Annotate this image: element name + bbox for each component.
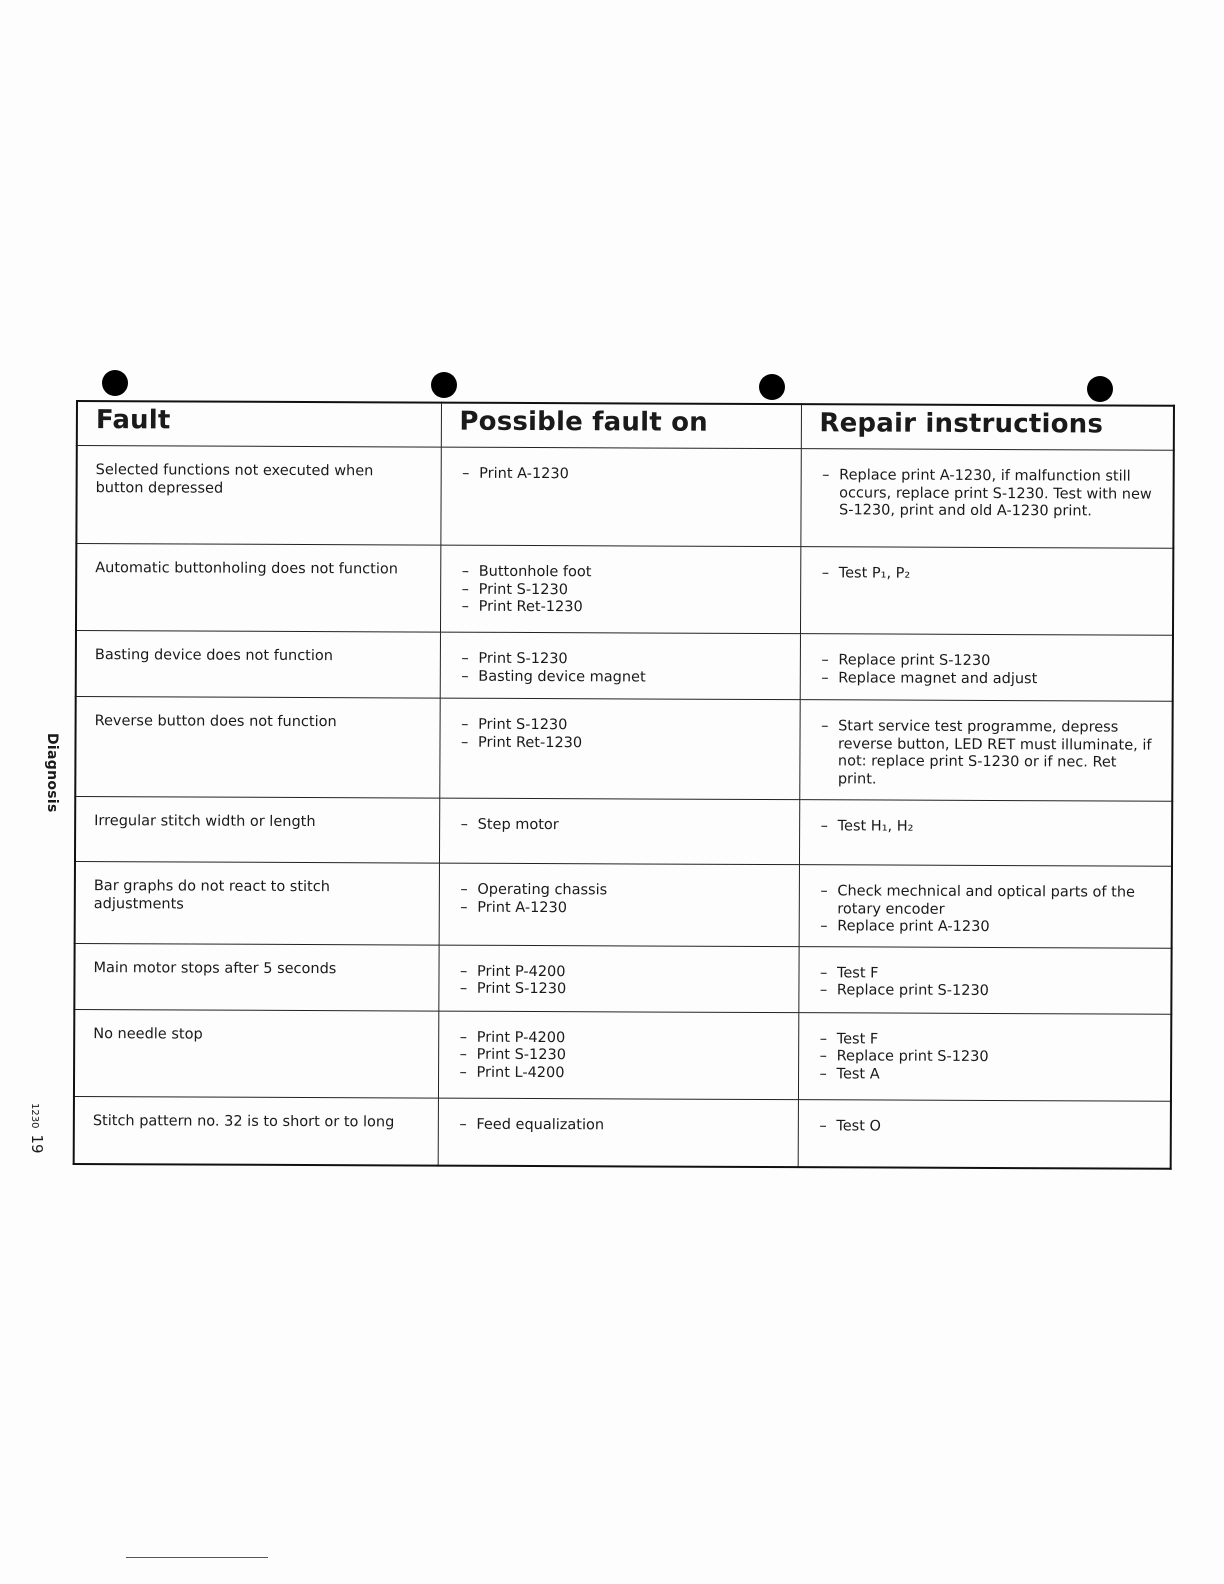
cause-item: – Print L-4200 bbox=[458, 1064, 780, 1083]
fault-cell: No needle stop bbox=[74, 1009, 438, 1098]
repair-item: – Replace print S-1230 bbox=[818, 1048, 1153, 1067]
repair-cell bbox=[799, 865, 1172, 948]
cause-item: – Print S-1230 bbox=[459, 717, 781, 736]
cause-item: – Print Ret-1230 bbox=[460, 599, 782, 618]
cause-cell bbox=[438, 1011, 798, 1100]
cause-cell bbox=[439, 798, 799, 865]
cause-item: – Print S-1230 bbox=[458, 981, 780, 1000]
cause-cell bbox=[440, 545, 800, 634]
table-row bbox=[75, 862, 1172, 948]
cause-item: – Print S-1230 bbox=[459, 651, 781, 670]
repair-cell bbox=[798, 946, 1171, 1014]
fault-cell: Stitch pattern no. 32 is to short or to long bbox=[74, 1096, 438, 1166]
punch-hole-3 bbox=[759, 374, 785, 400]
header-fault: Fault bbox=[77, 401, 441, 447]
fault-cell: Automatic buttonholing does not function bbox=[76, 544, 440, 633]
repair-item: – Test P₁, P₂ bbox=[820, 565, 1155, 584]
repair-cell bbox=[799, 800, 1172, 867]
table-row bbox=[76, 544, 1173, 636]
repair-item: – Test F bbox=[818, 1031, 1153, 1050]
header-repair-instructions: Repair instructions bbox=[801, 404, 1174, 450]
fault-cell: Reverse button does not function bbox=[75, 697, 439, 799]
cause-item: – Print P-4200 bbox=[458, 963, 780, 982]
cause-item: – Print Ret-1230 bbox=[459, 734, 781, 753]
fault-cell: Selected functions not executed when button depressed bbox=[76, 446, 440, 546]
repair-item: – Replace print S-1230 bbox=[818, 982, 1153, 1001]
cause-cell bbox=[438, 1098, 798, 1168]
repair-item: – Test A bbox=[818, 1066, 1153, 1085]
punch-hole-2 bbox=[431, 372, 457, 398]
repair-item: – Test O bbox=[817, 1118, 1152, 1137]
cause-cell bbox=[440, 632, 800, 700]
repair-item: – Replace print S-1230 bbox=[819, 652, 1154, 671]
table-row bbox=[74, 1009, 1171, 1101]
cause-item: – Print S-1230 bbox=[460, 581, 782, 600]
repair-cell bbox=[798, 1012, 1171, 1101]
repair-cell bbox=[799, 700, 1172, 802]
cause-item: – Operating chassis bbox=[458, 882, 780, 901]
fault-cell: Basting device does not function bbox=[76, 631, 440, 699]
repair-item: – Test F bbox=[818, 965, 1153, 984]
cause-cell bbox=[439, 698, 799, 800]
cause-cell bbox=[439, 863, 799, 946]
repair-item: – Test H₁, H₂ bbox=[819, 818, 1154, 837]
repair-cell bbox=[798, 1099, 1171, 1169]
header-possible-fault-on: Possible fault on bbox=[441, 403, 801, 449]
fault-cell: Irregular stitch width or length bbox=[75, 797, 439, 864]
punch-hole-4 bbox=[1087, 376, 1113, 402]
table-row bbox=[76, 631, 1173, 702]
table-row bbox=[75, 697, 1172, 802]
repair-item: – Replace print A-1230 bbox=[818, 918, 1153, 937]
table-row bbox=[75, 797, 1172, 867]
cause-item: – Buttonhole foot bbox=[460, 564, 782, 583]
cause-cell bbox=[438, 945, 798, 1013]
repair-item: – Check mechnical and optical parts of the rotary encoder bbox=[818, 883, 1153, 919]
footer-rule bbox=[126, 1557, 268, 1558]
page-number-value: 19 bbox=[28, 1134, 46, 1154]
table-row bbox=[74, 943, 1171, 1014]
repair-cell bbox=[800, 634, 1173, 702]
repair-item: – Replace magnet and adjust bbox=[819, 670, 1154, 689]
repair-item: – Replace print A-1230, if malfunction still occurs, replace print S-1230. Test with new S-1230, print and old A-1230 print. bbox=[820, 467, 1155, 521]
cause-item: – Step motor bbox=[459, 817, 781, 836]
punch-hole-1 bbox=[102, 370, 128, 396]
cause-cell bbox=[440, 447, 800, 547]
section-label: Diagnosis bbox=[44, 733, 60, 813]
table-row bbox=[74, 1096, 1171, 1169]
diagnosis-table-wrap bbox=[73, 400, 1173, 1170]
diagnosis-table bbox=[73, 400, 1175, 1170]
cause-item: – Feed equalization bbox=[457, 1116, 779, 1135]
table-row bbox=[76, 446, 1173, 549]
cause-item: – Print A-1230 bbox=[460, 466, 782, 485]
repair-item: – Start service test programme, depress reverse button, LED RET must illuminate, if not: replace print S-1230 or if nec. Ret print. bbox=[819, 718, 1154, 789]
fault-cell: Bar graphs do not react to stitch adjustments bbox=[75, 862, 439, 945]
cause-item: – Basting device magnet bbox=[459, 668, 781, 687]
cause-item: – Print A-1230 bbox=[458, 899, 780, 918]
fault-cell: Main motor stops after 5 seconds bbox=[74, 943, 438, 1011]
cause-item: – Print S-1230 bbox=[458, 1047, 780, 1066]
repair-cell bbox=[800, 449, 1173, 549]
cause-item: – Print P-4200 bbox=[458, 1029, 780, 1048]
table-header-row bbox=[77, 401, 1174, 450]
repair-cell bbox=[800, 547, 1173, 636]
page-number bbox=[28, 1103, 46, 1154]
page-code: 1230 bbox=[29, 1103, 40, 1129]
